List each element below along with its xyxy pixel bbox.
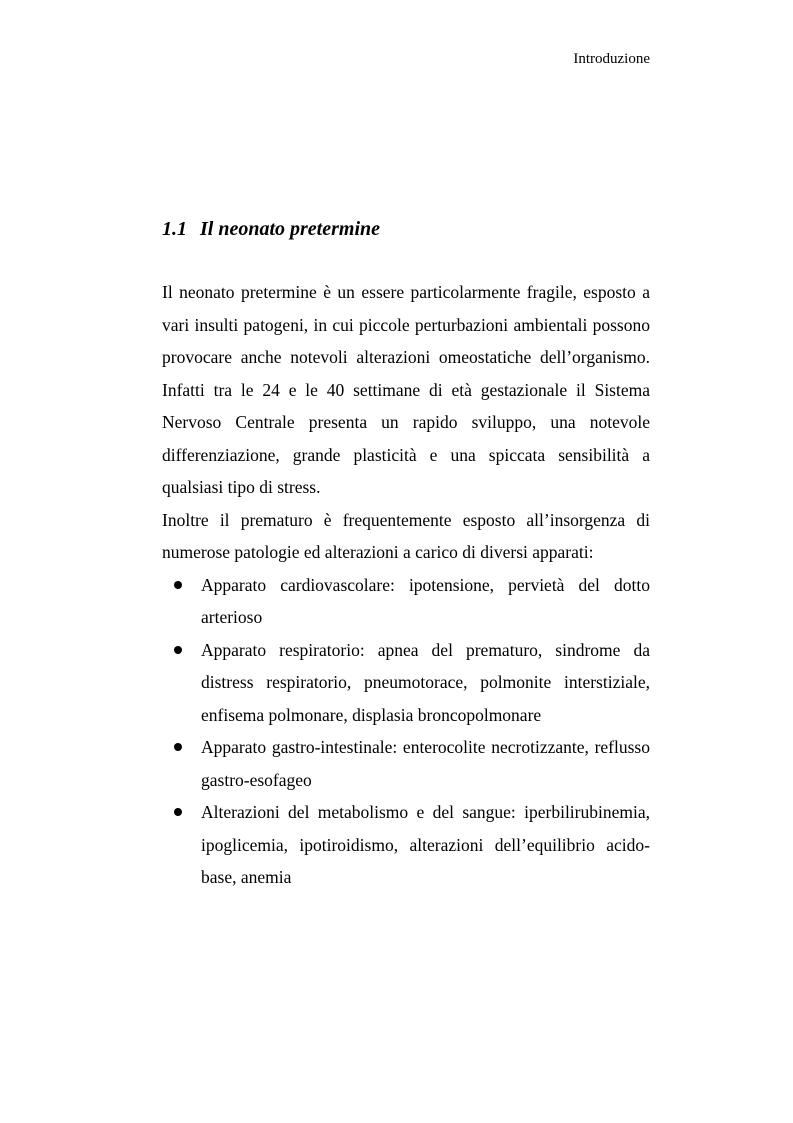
bullet-icon (174, 646, 182, 654)
list-item-text: Apparato cardiovascolare: ipotensione, pervietà del dotto arterioso (201, 574, 650, 627)
list-item-text: Apparato respiratorio: apnea del prematuro, sindrome da distress respiratorio, pneumotorace, polmonite interstiziale, enfisema polmonare, displasia broncopolmonare (201, 639, 650, 725)
list-item-text: Alterazioni del metabolismo e del sangue: iperbilirubinemia, ipoglicemia, ipotiroidismo, alterazioni dell’equilibrio acido-base, anemia (201, 802, 650, 887)
section-number: 1.1 (162, 218, 187, 240)
list-item (162, 731, 650, 796)
section-title: Il neonato pretermine (200, 218, 381, 240)
list-item (162, 796, 650, 894)
section-heading (162, 216, 380, 242)
bullet-icon (174, 743, 182, 751)
list-item (162, 569, 650, 634)
running-header: Introduzione (573, 51, 650, 67)
bullet-list (162, 569, 650, 894)
list-item (162, 634, 650, 732)
list-item-text: Apparato gastro-intestinale: enterocolite necrotizzante, reflusso gastro-esofageo (201, 737, 650, 790)
paragraph: Inoltre il prematuro è frequentemente esposto all’insorgenza di numerose patologie ed alterazioni a carico di diversi apparati: (162, 509, 650, 562)
paragraph: Il neonato pretermine è un essere particolarmente fragile, esposto a vari insulti patogeni, in cui piccole perturbazioni ambientali possono provocare anche notevoli alterazioni omeostatiche dell’organismo. Infatti tra le 24 e le 40 settimane di età gestazionale il Sistema Nervoso Centrale presenta un rapido sviluppo, una notevole differenziazione, grande plasticità e una spiccata sensibilità a qualsiasi tipo di stress. (162, 282, 650, 497)
bullet-icon (174, 808, 182, 816)
bullet-icon (174, 581, 182, 589)
body-text (162, 276, 650, 894)
